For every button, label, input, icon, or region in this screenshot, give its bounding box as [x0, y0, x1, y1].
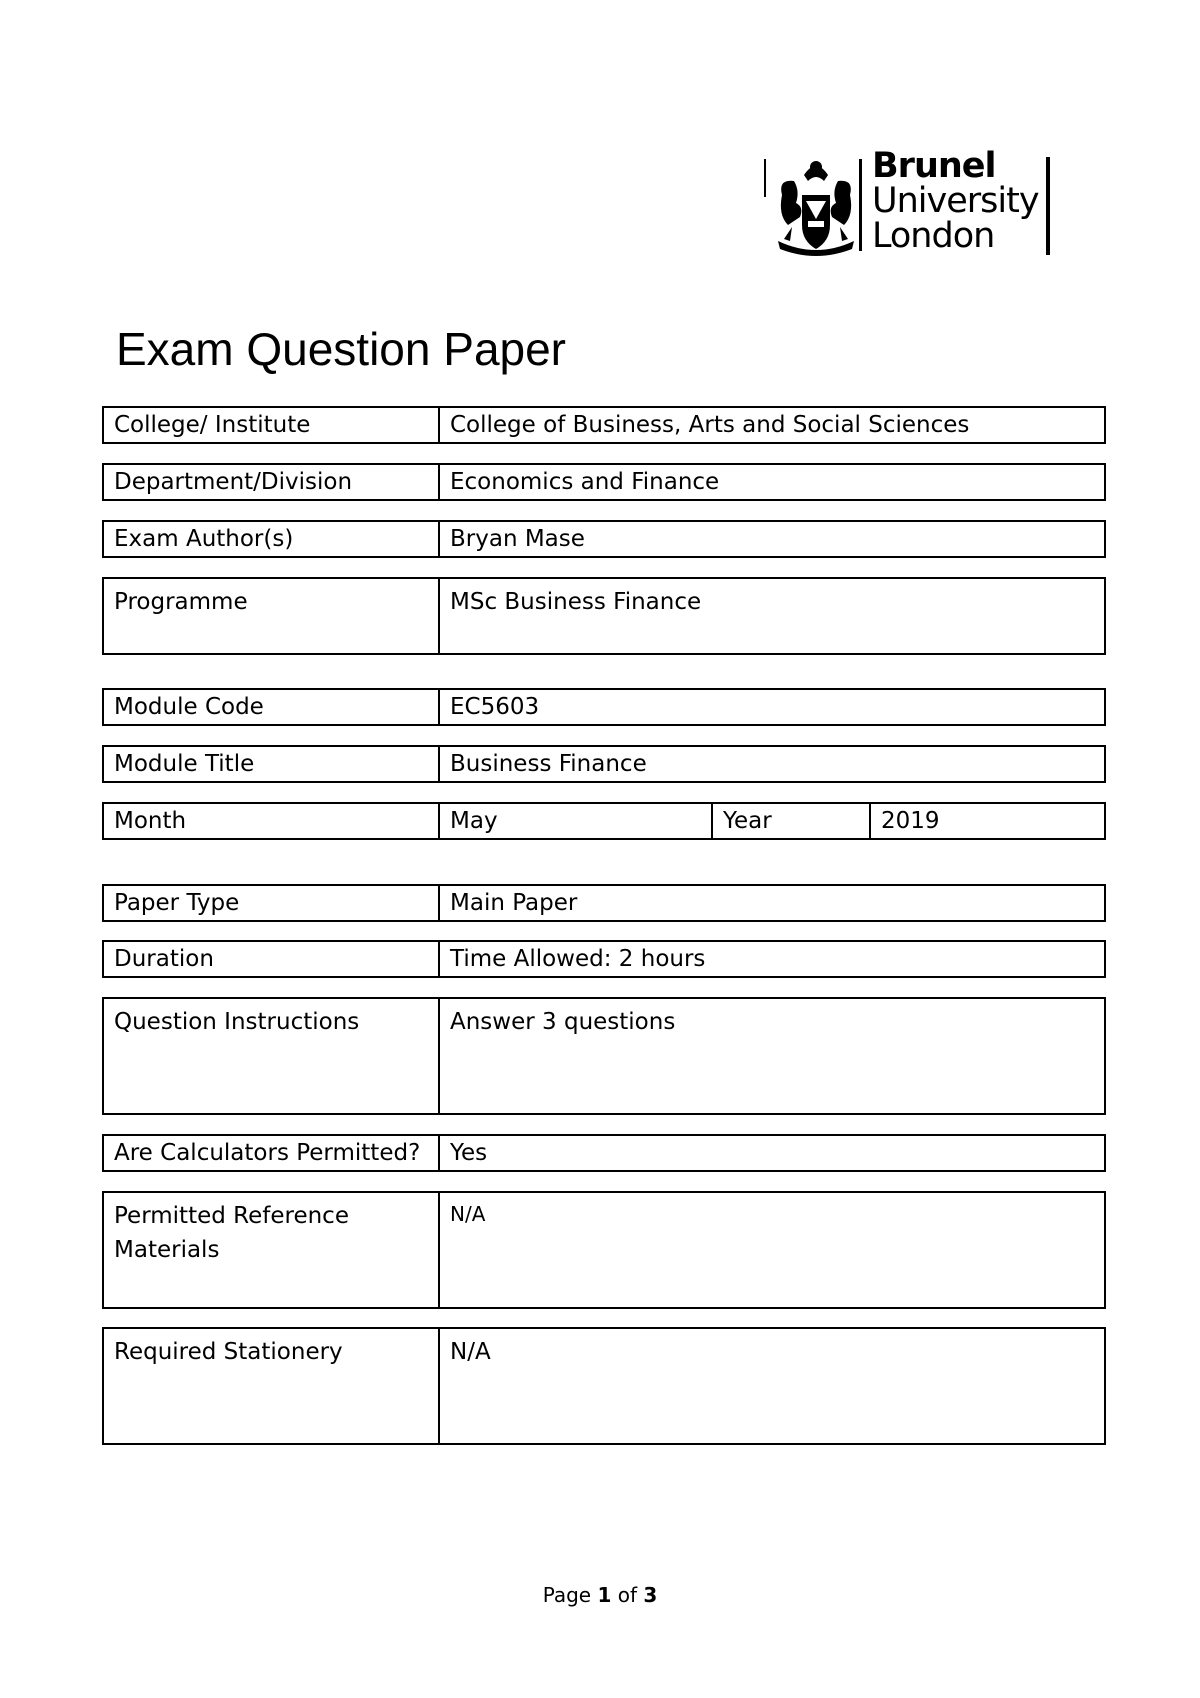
month-label: Month	[104, 804, 440, 838]
logo-tick-mark	[764, 159, 766, 197]
footer-of-word: of	[617, 1583, 638, 1607]
brunel-logo	[764, 146, 1054, 257]
reference-value: N/A	[450, 1202, 486, 1226]
duration-row	[102, 940, 1106, 978]
crest-icon	[774, 155, 858, 257]
paper-type-label: Paper Type	[104, 886, 440, 920]
month-year-row	[102, 802, 1106, 840]
college-value: College of Business, Arts and Social Sciences	[450, 412, 970, 438]
footer-page-word: Page	[542, 1583, 592, 1607]
college-row	[102, 406, 1106, 444]
logo-divider	[859, 159, 862, 251]
department-label: Department/Division	[104, 465, 440, 499]
instructions-label: Question Instructions	[104, 999, 440, 1113]
instructions-value: Answer 3 questions	[450, 1009, 676, 1035]
paper-type-row	[102, 884, 1106, 922]
paper-type-value: Main Paper	[450, 890, 578, 916]
programme-value: MSc Business Finance	[450, 589, 702, 615]
module-title-value: Business Finance	[450, 751, 647, 777]
logo-word-university: University	[872, 181, 1039, 221]
footer-page-number: 1	[597, 1583, 612, 1607]
calculators-label: Are Calculators Permitted?	[104, 1136, 440, 1170]
page-footer	[0, 1583, 1200, 1607]
module-code-row	[102, 688, 1106, 726]
footer-page-total: 3	[643, 1583, 658, 1607]
author-row	[102, 520, 1106, 558]
stationery-label: Required Stationery	[104, 1329, 440, 1443]
college-label: College/ Institute	[104, 408, 440, 442]
calculators-row	[102, 1134, 1106, 1172]
year-label: Year	[711, 804, 871, 838]
module-title-label: Module Title	[104, 747, 440, 781]
logo-wordmark	[872, 146, 1039, 256]
module-title-row	[102, 745, 1106, 783]
module-code-label: Module Code	[104, 690, 440, 724]
logo-word-london: London	[872, 216, 995, 256]
duration-label: Duration	[104, 942, 440, 976]
page-title: Exam Question Paper	[116, 323, 567, 375]
logo-word-brunel: Brunel	[872, 146, 996, 186]
reference-row	[102, 1191, 1106, 1309]
programme-label: Programme	[104, 579, 440, 653]
duration-value: Time Allowed: 2 hours	[450, 946, 706, 972]
author-value: Bryan Mase	[450, 526, 585, 552]
author-label: Exam Author(s)	[104, 522, 440, 556]
programme-row	[102, 577, 1106, 655]
year-value: 2019	[881, 808, 940, 834]
logo-end-bar	[1046, 157, 1050, 255]
stationery-row	[102, 1327, 1106, 1445]
department-row	[102, 463, 1106, 501]
instructions-row	[102, 997, 1106, 1115]
department-value: Economics and Finance	[450, 469, 720, 495]
module-code-value: EC5603	[450, 694, 540, 720]
calculators-value: Yes	[450, 1140, 488, 1166]
reference-label: Permitted Reference Materials	[104, 1193, 440, 1307]
month-value: May	[450, 808, 498, 834]
stationery-value: N/A	[450, 1339, 491, 1365]
